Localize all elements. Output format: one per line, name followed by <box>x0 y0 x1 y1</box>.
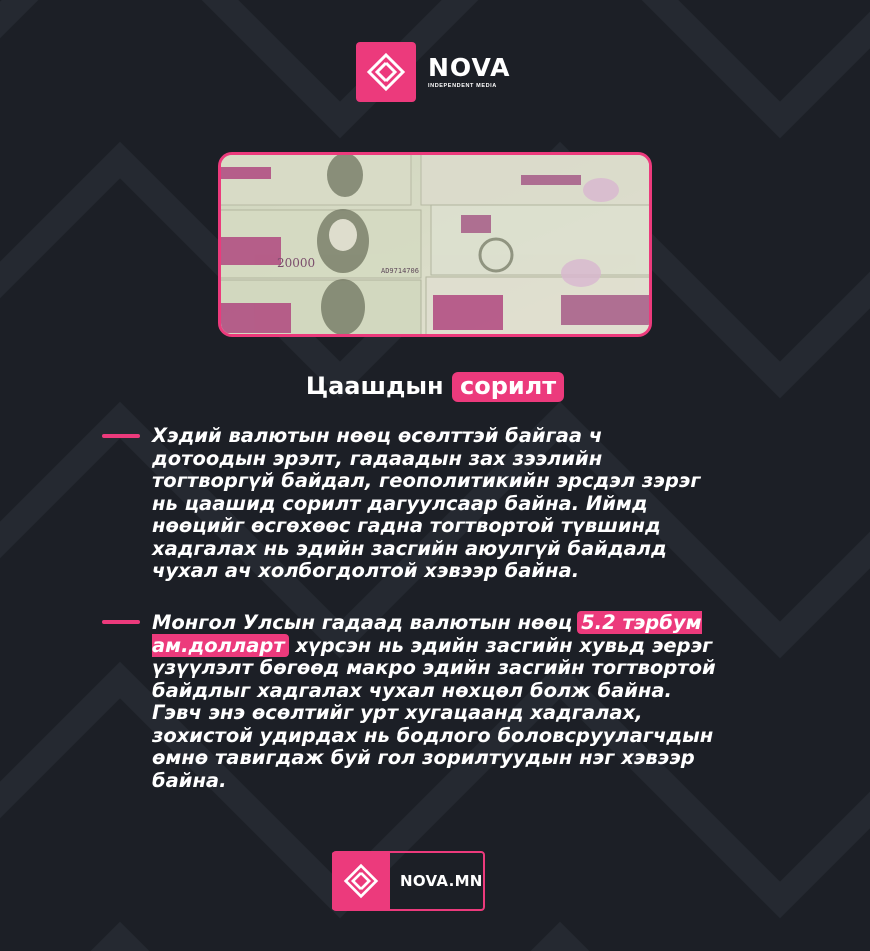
bullet-dash <box>102 434 140 438</box>
paragraph-2 <box>152 612 722 792</box>
footer-site-url: NOVA.MN <box>400 872 483 890</box>
paragraph-2-end: хүрсэн нь эдийн засгийн хувьд эерэг үзүүлэлт бөгөөд макро эдийн засгийн тогтвортой байдлыг хадгалах чухал нөхцөл болж байна. Гэвч энэ өсөлтийг урт хугацаанд хадгалах, зохистой удирдах нь бодлого боловсруулагчдын өмнө тавигдаж буй гол зорилтуудын нэг хэвээр байна. <box>152 633 716 792</box>
section-title-plain: Цаашдын <box>305 372 444 400</box>
section-title <box>0 372 870 400</box>
brand-name: NOVA <box>428 53 511 82</box>
paragraph-1: Хэдий валютын нөөц өсөлттэй байгаа ч дотоодын эрэлт, гадаадын зах зээлийн тогтворгүй байдал, геополитикийн эрсдэл зэрэг нь цаашид сорилт дагуулсаар байна. Иймд нөөцийг өсгөхөөс гадна тогтвортой түвшинд хадгалах нь эдийн засгийн аюулгүй байдалд чухал ач холбогдолтой хэвээр байна. <box>152 424 701 582</box>
note-serial: AD9714706 <box>381 267 419 275</box>
brand-subtitle: INDEPENDENT MEDIA <box>428 83 497 89</box>
footer-site-badge[interactable] <box>332 851 485 911</box>
bullet-dash <box>102 620 140 624</box>
note-value: 20000 <box>277 256 316 270</box>
paragraph-2-highlight: 5.2 тэрбум ам.долларт <box>152 611 702 657</box>
nova-diamond-logo-icon <box>356 42 416 102</box>
paragraph-2-start: Монгол Улсын гадаад валютын нөөц <box>152 611 573 634</box>
header-logo <box>356 42 511 102</box>
banknote-photo <box>218 152 652 337</box>
section-title-highlight: сорилт <box>452 372 564 402</box>
nova-diamond-logo-icon <box>332 852 390 910</box>
